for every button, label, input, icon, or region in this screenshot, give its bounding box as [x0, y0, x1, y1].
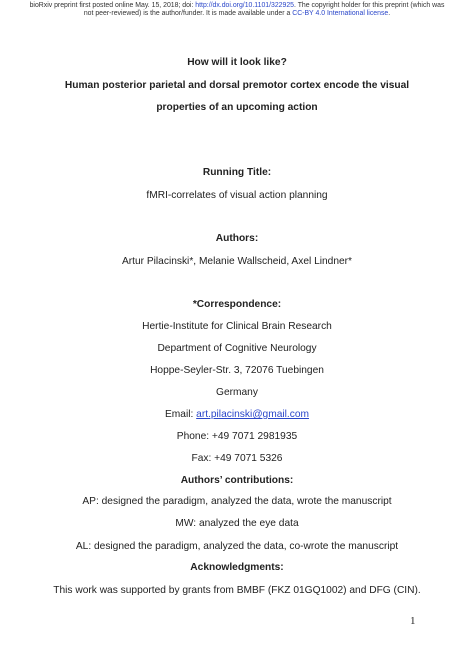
correspondence-department: Department of Cognitive Neurology — [157, 343, 317, 354]
title-line-1: Human posterior parietal and dorsal premotor cortex encode the visual — [64, 80, 410, 91]
running-title-text: fMRI-correlates of visual action planning — [146, 190, 328, 201]
correspondence-street: Hoppe-Seyler-Str. 3, 72076 Tuebingen — [150, 365, 324, 376]
contribution-al: AL: designed the paradigm, analyzed the data, co-wrote the manuscript — [75, 541, 399, 552]
preprint-notice-text: . The copyright holder for this preprint (which was — [294, 2, 445, 9]
title-line-2: properties of an upcoming action — [156, 102, 318, 113]
authors-heading: Authors: — [215, 233, 259, 244]
correspondence-institution: Hertie-Institute for Clinical Brain Research — [142, 321, 332, 332]
correspondence-phone: Phone: +49 7071 2981935 — [176, 431, 298, 442]
acknowledgments-text: This work was supported by grants from BMBF (FKZ 01GQ1002) and DFG (CIN). — [53, 585, 421, 596]
contribution-mw: MW: analyzed the eye data — [175, 518, 299, 529]
authors-names: Artur Pilacinski*, Melanie Wallscheid, Axel Lindner* — [121, 256, 353, 267]
contribution-ap: AP: designed the paradigm, analyzed the data, wrote the manuscript — [82, 496, 392, 507]
email-label: Email: — [165, 409, 197, 420]
doi-link[interactable]: http://dx.doi.org/10.1101/322925 — [195, 2, 295, 9]
email-link[interactable]: art.pilacinski@gmail.com — [196, 409, 309, 420]
acknowledgments-heading: Acknowledgments: — [190, 562, 284, 573]
preprint-notice-line-1 — [10, 2, 464, 10]
preprint-notice — [10, 2, 464, 18]
correspondence-country: Germany — [216, 387, 258, 398]
title-question: How will it look like? — [187, 57, 287, 68]
preprint-notice-text: not peer-reviewed) is the author/funder. It is made available under a — [83, 10, 293, 18]
preprint-notice-text: bioRxiv preprint first posted online May. 15, 2018; doi: — [29, 2, 196, 9]
preprint-notice-text: . — [388, 10, 391, 18]
running-title-heading: Running Title: — [202, 167, 272, 178]
preprint-notice-line-2 — [10, 10, 464, 18]
correspondence-fax: Fax: +49 7071 5326 — [191, 453, 283, 464]
license-link[interactable]: CC-BY 4.0 International license — [292, 10, 389, 18]
correspondence-heading: *Correspondence: — [192, 299, 282, 310]
page-number: 1 — [410, 615, 416, 627]
contributions-heading: Authors’ contributions: — [180, 475, 294, 486]
correspondence-email — [0, 408, 474, 421]
